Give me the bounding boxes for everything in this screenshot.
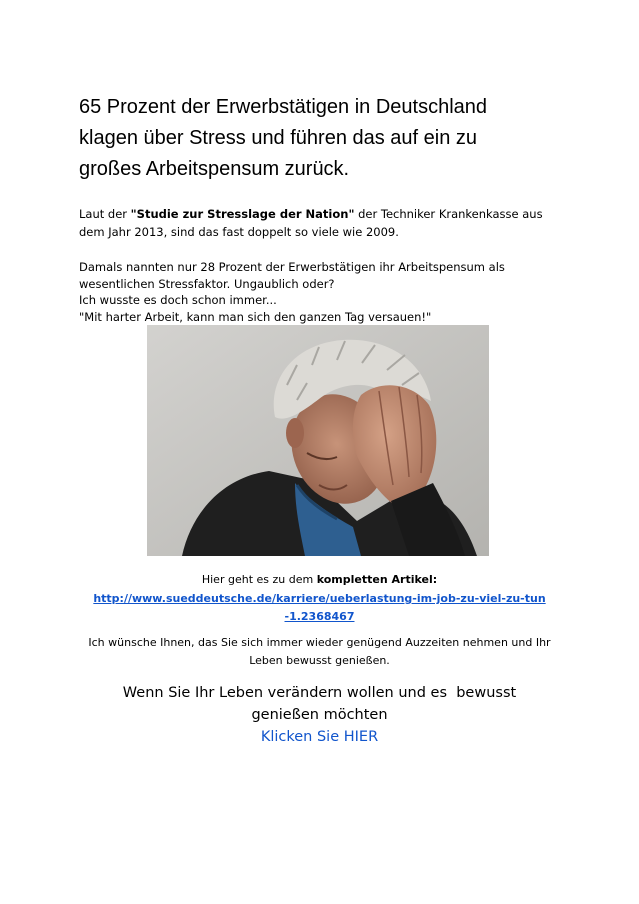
paragraph-line: Ich wusste es doch schon immer... [79, 293, 277, 307]
study-line [79, 205, 543, 223]
page-title [79, 92, 487, 185]
study-suffix: der Techniker Krankenkasse aus [354, 207, 543, 221]
ear [286, 418, 304, 448]
title-line: großes Arbeitspensum zurück. [79, 158, 350, 180]
study-prefix: Laut der [79, 207, 131, 221]
study-name: "Studie zur Stresslage der Nation" [130, 207, 355, 221]
paragraph-line: Damals nannten nur 28 Prozent der Erwerbstätigen ihr Arbeitspensum als [79, 260, 505, 274]
cta-line: Wenn Sie Ihr Leben verändern wollen und es bewusst [122, 685, 517, 701]
cta-line: genießen möchten [251, 707, 388, 723]
article-intro [0, 571, 639, 588]
paragraph-line: wesentlichen Stressfaktor. Ungaublich oder? [79, 276, 335, 291]
article-link-line[interactable]: -1.2368467 [284, 610, 355, 623]
study-line: dem Jahr 2013, sind das fast doppelt so viele wie 2009. [79, 225, 399, 239]
article-intro-text: Hier geht es zu dem [201, 573, 317, 586]
cta-link[interactable]: Klicken Sie HIER [260, 729, 379, 745]
article-link-line[interactable]: http://www.sueddeutsche.de/karriere/ueberlastung-im-job-zu-viel-zu-tun [93, 592, 546, 605]
wish-paragraph [0, 634, 639, 670]
article-intro-bold: kompletten Artikel: [316, 573, 438, 586]
study-paragraph [79, 205, 543, 241]
stress-paragraph [79, 259, 505, 325]
article-link-block [0, 590, 639, 626]
title-line: klagen über Stress und führen das auf ein zu [79, 127, 478, 149]
title-line: 65 Prozent der Erwerbstätigen in Deutschland [79, 96, 488, 118]
stressed-man-photo [147, 325, 489, 556]
call-to-action [0, 682, 639, 748]
article-link[interactable] [0, 590, 639, 626]
paragraph-line: Ich wünsche Ihnen, das Sie sich immer wieder genügend Auzzeiten nehmen und Ihr [88, 636, 551, 649]
quote-line: "Mit harter Arbeit, kann man sich den ganzen Tag versauen!" [79, 309, 432, 324]
paragraph-line: Leben bewusst genießen. [249, 654, 390, 667]
